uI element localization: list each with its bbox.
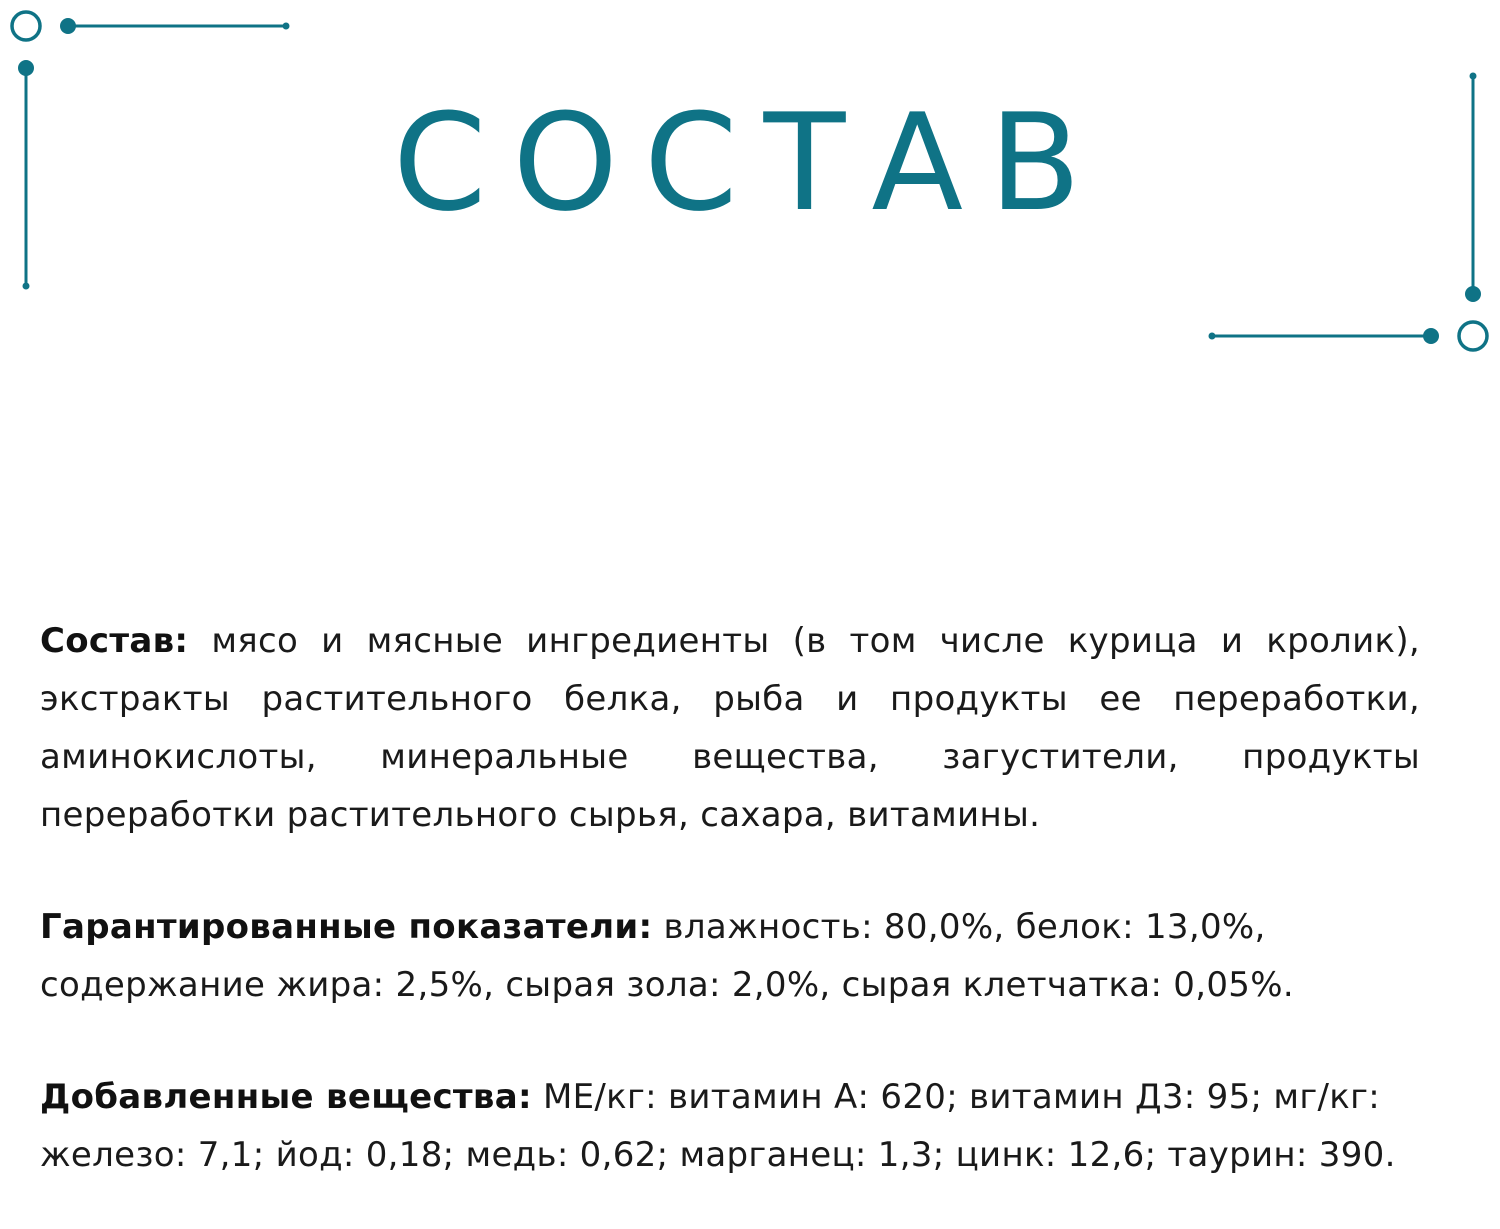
guaranteed-paragraph	[40, 898, 1420, 1014]
composition-label: Состав:	[40, 621, 189, 661]
composition-paragraph	[40, 612, 1420, 844]
bottom-right-dot-horizontal	[1423, 328, 1439, 344]
top-left-dot-vertical	[18, 60, 34, 76]
additives-paragraph	[40, 1068, 1420, 1184]
bottom-right-dot-vertical	[1465, 286, 1481, 302]
additives-label: Добавленные вещества:	[40, 1077, 532, 1117]
guaranteed-text: влажность: 80,0%, белок: 13,0%, содержание жира: 2,5%, сырая зола: 2,0%, сырая клетчатка: 0,05%.	[40, 907, 1294, 1005]
top-left-line-end-dot-bottom	[23, 283, 30, 290]
page-title: СОСТАВ	[392, 85, 1108, 241]
composition-text: мясо и мясные ингредиенты (в том числе курица и кролик), экстракты растительного белка, рыба и продукты ее переработки, аминокислоты, минеральные вещества, загустители, продукты переработки растительного сырья, сахара, витамины.	[40, 621, 1420, 835]
bottom-right-line-end-dot-top	[1470, 73, 1477, 80]
corner-ring-bottom-right	[1459, 322, 1487, 350]
bottom-right-line-end-dot	[1209, 333, 1216, 340]
top-left-line-end-dot	[283, 23, 290, 30]
corner-ring-top-left	[12, 12, 40, 40]
additives-text: МЕ/кг: витамин А: 620; витамин Д3: 95; мг/кг: железо: 7,1; йод: 0,18; медь: 0,62; марганец: 1,3; цинк: 12,6; таурин: 390.	[40, 1077, 1396, 1175]
guaranteed-label: Гарантированные показатели:	[40, 907, 653, 947]
composition-content	[40, 612, 1420, 1184]
top-left-dot-horizontal	[60, 18, 76, 34]
